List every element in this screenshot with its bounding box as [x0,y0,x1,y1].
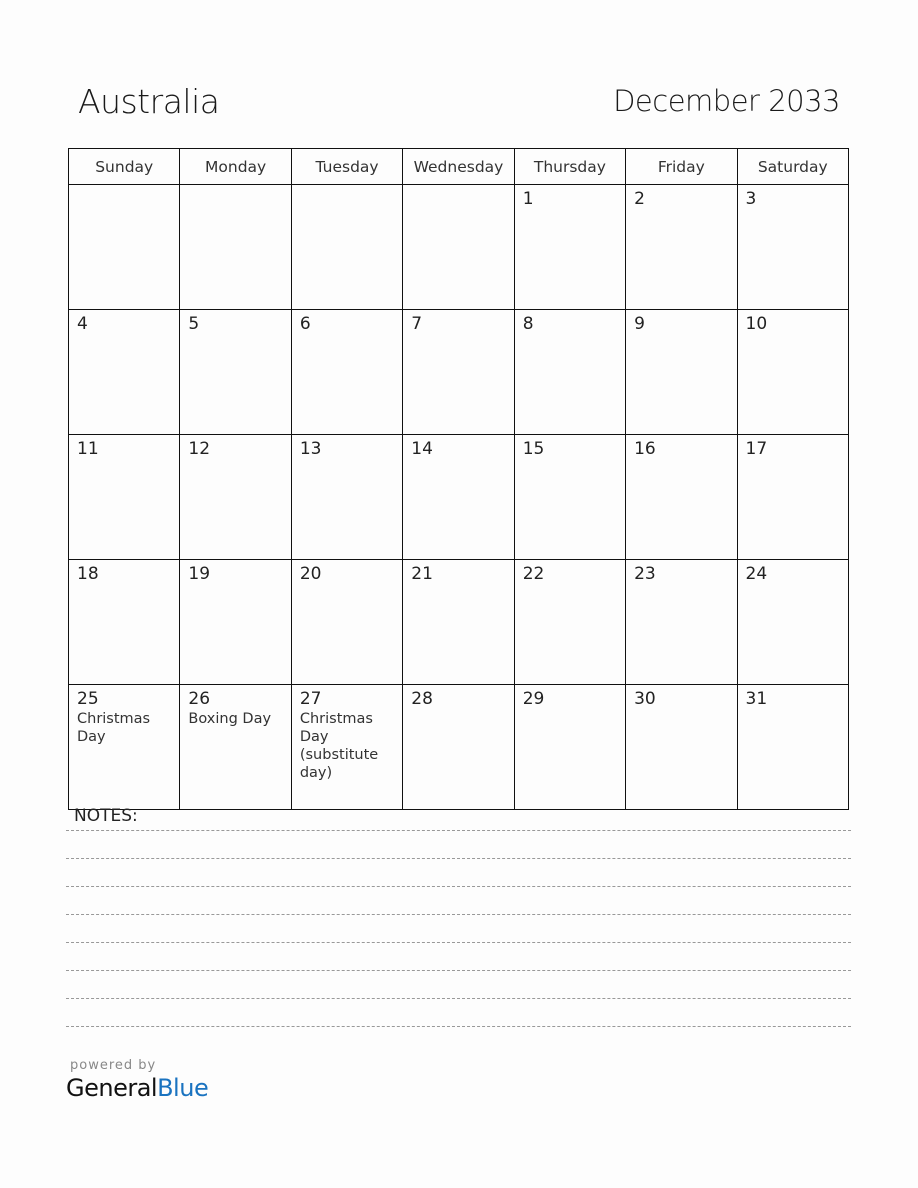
day-cell [626,310,737,435]
day-number: 30 [634,689,656,709]
note-line [66,998,851,999]
day-cell [737,560,848,685]
week-row [69,685,849,810]
day-number: 3 [745,189,757,209]
day-cell [291,310,402,435]
day-number: 9 [634,314,645,334]
day-cell [180,685,291,810]
day-cell [291,685,402,810]
day-cell [403,435,514,560]
day-number: 19 [188,564,211,584]
day-number: 15 [522,439,545,459]
weekday-monday: Monday [180,149,291,185]
day-cell [180,185,291,310]
day-number: 14 [411,439,433,459]
day-cell [403,310,514,435]
day-number: 31 [745,689,768,709]
holiday-label: Christmas Day (substitute day) [299,711,379,781]
day-number: 24 [745,564,768,584]
note-line [66,1026,851,1027]
day-number: 13 [299,439,322,459]
day-number: 27 [299,689,322,709]
note-line [66,914,851,915]
note-line [66,858,851,859]
generalblue-logo [66,1074,208,1102]
day-cell [403,685,514,810]
day-cell [626,560,737,685]
day-cell [69,685,180,810]
day-cell [514,435,625,560]
day-number: 8 [522,314,534,334]
day-number: 28 [411,689,433,709]
day-number: 18 [77,564,99,584]
day-cell [514,185,625,310]
brand-general: General [66,1074,158,1102]
day-number: 1 [522,189,534,209]
month-year-title: December 2033 [613,84,840,118]
weekday-sunday: Sunday [69,149,180,185]
day-cell [626,185,737,310]
day-number: 11 [77,439,99,459]
note-line [66,830,851,831]
day-number: 29 [522,689,545,709]
weekday-saturday: Saturday [737,149,848,185]
notes-label: NOTES: [74,806,138,826]
day-cell [69,435,180,560]
day-number: 12 [188,439,211,459]
weekday-header-row [69,149,849,185]
holiday-label: Christmas Day [77,711,151,745]
day-cell [626,685,737,810]
calendar-grid [68,148,849,810]
day-number: 4 [77,314,88,334]
day-number: 17 [745,439,768,459]
day-number: 10 [745,314,768,334]
day-cell [291,560,402,685]
week-row [69,560,849,685]
day-number: 20 [299,564,322,584]
weekday-tuesday: Tuesday [291,149,402,185]
day-cell [291,185,402,310]
weekday-friday: Friday [626,149,737,185]
day-cell [626,435,737,560]
day-number: 21 [411,564,433,584]
weekday-wednesday: Wednesday [403,149,514,185]
note-line [66,942,851,943]
day-number: 6 [299,314,311,334]
day-cell [180,560,291,685]
day-cell [403,560,514,685]
day-number: 16 [634,439,656,459]
weekday-thursday: Thursday [514,149,625,185]
day-number: 5 [188,314,200,334]
powered-by-text: powered by [70,1058,157,1073]
day-cell [514,310,625,435]
week-row [69,185,849,310]
day-cell [180,435,291,560]
day-cell [291,435,402,560]
day-cell [737,685,848,810]
day-number: 26 [188,689,211,709]
week-row [69,435,849,560]
day-cell [69,310,180,435]
day-cell [737,435,848,560]
brand-blue: Blue [157,1074,209,1102]
day-number: 2 [634,189,645,209]
day-cell [180,310,291,435]
note-line [66,886,851,887]
day-cell [737,185,848,310]
day-cell [514,560,625,685]
day-cell [69,185,180,310]
day-cell [737,310,848,435]
holiday-label: Boxing Day [188,711,272,727]
week-row [69,310,849,435]
day-number: 7 [411,314,423,334]
day-cell [403,185,514,310]
day-number: 25 [77,689,99,709]
country-title: Australia [78,82,220,121]
day-cell [514,685,625,810]
day-number: 23 [634,564,656,584]
note-line [66,970,851,971]
day-number: 22 [522,564,545,584]
day-cell [69,560,180,685]
